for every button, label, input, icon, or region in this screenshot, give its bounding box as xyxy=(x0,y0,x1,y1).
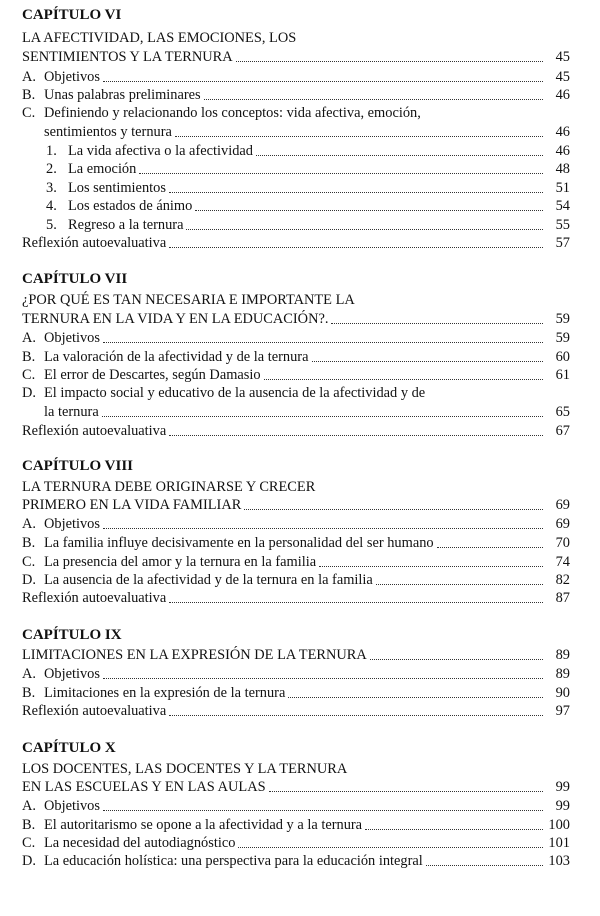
entry-text: la ternura xyxy=(44,404,99,420)
entry-marker: D. xyxy=(22,853,36,869)
entry-text: Objetivos xyxy=(44,666,100,682)
entry-text: La familia influye decisivamente en la personalidad del ser humano xyxy=(44,535,434,551)
dot-leader xyxy=(244,509,543,510)
toc-entry-line xyxy=(22,366,570,384)
dot-leader xyxy=(319,566,543,567)
entry-marker: 4. xyxy=(46,198,57,214)
entry-marker: A. xyxy=(22,330,36,346)
entry-text: La necesidad del autodiagnóstico xyxy=(44,835,236,851)
dot-leader xyxy=(426,865,543,866)
toc-entry-line xyxy=(22,104,570,122)
entry-marker: B. xyxy=(22,817,36,833)
page-number: 67 xyxy=(555,423,570,439)
toc-entry-line xyxy=(22,702,570,720)
page-number: 46 xyxy=(555,87,570,103)
entry-marker: D. xyxy=(22,385,36,401)
chapter-heading-text: CAPÍTULO VII xyxy=(22,271,128,287)
entry-marker: B. xyxy=(22,87,36,103)
chapter-title-line xyxy=(22,29,570,47)
toc-entry-line xyxy=(22,665,570,683)
dot-leader xyxy=(139,173,543,174)
entry-text: Reflexión autoevaluativa xyxy=(22,703,167,719)
toc-entry-line xyxy=(46,216,570,234)
page-number: 57 xyxy=(555,235,570,251)
page-number: 69 xyxy=(555,516,570,532)
page-number: 54 xyxy=(555,198,570,214)
entry-marker: C. xyxy=(22,367,36,383)
entry-marker: A. xyxy=(22,516,36,532)
entry-marker: D. xyxy=(22,572,36,588)
entry-marker: C. xyxy=(22,554,36,570)
page-number: 61 xyxy=(555,367,570,383)
entry-marker: 1. xyxy=(46,143,57,159)
chapter-title-line xyxy=(22,310,570,328)
dot-leader xyxy=(264,379,543,380)
toc-entry-line xyxy=(22,234,570,252)
page-number: 65 xyxy=(555,404,570,420)
toc-entry-line xyxy=(22,329,570,347)
chapter-title-text: ¿POR QUÉ ES TAN NECESARIA E IMPORTANTE LA xyxy=(22,292,355,308)
page-number: 46 xyxy=(555,124,570,140)
chapter-title-line xyxy=(22,778,570,796)
entry-text: El impacto social y educativo de la ausencia de la afectividad y de xyxy=(44,385,426,401)
dot-leader xyxy=(103,81,543,82)
toc-entry-line xyxy=(46,179,570,197)
toc-entry-line xyxy=(22,422,570,440)
chapter-title-line xyxy=(22,48,570,66)
entry-text: Definiendo y relacionando los conceptos: vida afectiva, emoción, xyxy=(44,105,421,121)
entry-text: Los sentimientos xyxy=(68,180,166,196)
entry-marker: B. xyxy=(22,685,36,701)
toc-entry-line xyxy=(22,515,570,533)
page-number: 74 xyxy=(555,554,570,570)
chapter-title-line xyxy=(22,760,570,778)
dot-leader xyxy=(103,678,543,679)
entry-text: Reflexión autoevaluativa xyxy=(22,235,167,251)
entry-text: Objetivos xyxy=(44,69,100,85)
toc-entry-line xyxy=(22,852,570,870)
chapter-title-text: LOS DOCENTES, LAS DOCENTES Y LA TERNURA xyxy=(22,761,348,777)
dot-leader xyxy=(365,829,543,830)
page-number: 99 xyxy=(555,779,570,795)
page-number: 100 xyxy=(548,817,570,833)
chapter-heading-text: CAPÍTULO VIII xyxy=(22,458,133,474)
chapter-title-text: TERNURA EN LA VIDA Y EN LA EDUCACIÓN?. xyxy=(22,311,329,327)
entry-text: La vida afectiva o la afectividad xyxy=(68,143,253,159)
toc-entry-line xyxy=(22,816,570,834)
chapter-heading xyxy=(22,739,570,757)
page-number: 97 xyxy=(555,703,570,719)
chapter-title-text: PRIMERO EN LA VIDA FAMILIAR xyxy=(22,497,242,513)
dot-leader xyxy=(195,210,543,211)
entry-text: Unas palabras preliminares xyxy=(44,87,201,103)
page-number: 89 xyxy=(555,666,570,682)
toc-entry-line xyxy=(22,834,570,852)
dot-leader xyxy=(175,136,543,137)
entry-marker: A. xyxy=(22,666,36,682)
toc-entry-line xyxy=(22,571,570,589)
entry-marker: C. xyxy=(22,835,36,851)
chapter-heading xyxy=(22,6,570,24)
entry-marker: A. xyxy=(22,69,36,85)
toc-entry-line xyxy=(22,797,570,815)
toc-entry-line xyxy=(22,86,570,104)
dot-leader xyxy=(103,528,543,529)
toc-entry-line xyxy=(22,589,570,607)
dot-leader xyxy=(103,342,543,343)
page-number: 70 xyxy=(555,535,570,551)
chapter-heading xyxy=(22,457,570,475)
chapter-title-text: LA AFECTIVIDAD, LAS EMOCIONES, LOS xyxy=(22,30,297,46)
toc-entry-line xyxy=(46,160,570,178)
dot-leader xyxy=(186,229,543,230)
entry-marker: C. xyxy=(22,105,36,121)
page-number: 45 xyxy=(555,49,570,65)
entry-marker: 2. xyxy=(46,161,57,177)
toc-entry-line xyxy=(22,348,570,366)
dot-leader xyxy=(256,155,543,156)
chapter-title-text: SENTIMIENTOS Y LA TERNURA xyxy=(22,49,233,65)
chapter-title-line xyxy=(22,496,570,514)
entry-text: Los estados de ánimo xyxy=(68,198,193,214)
entry-text: La emoción xyxy=(68,161,137,177)
chapter-heading xyxy=(22,626,570,644)
toc-entry-line xyxy=(22,553,570,571)
chapter-heading-text: CAPÍTULO X xyxy=(22,740,116,756)
entry-text: La educación holística: una perspectiva para la educación integral xyxy=(44,853,423,869)
entry-text: Objetivos xyxy=(44,330,100,346)
entry-text: Objetivos xyxy=(44,516,100,532)
dot-leader xyxy=(269,791,543,792)
dot-leader xyxy=(103,810,543,811)
chapter-title-line xyxy=(22,646,570,664)
page-number: 55 xyxy=(555,217,570,233)
entry-marker: 5. xyxy=(46,217,57,233)
entry-marker: A. xyxy=(22,798,36,814)
dot-leader xyxy=(370,659,543,660)
chapter-title-text: LIMITACIONES EN LA EXPRESIÓN DE LA TERNURA xyxy=(22,647,367,663)
dot-leader xyxy=(312,361,544,362)
page-number: 46 xyxy=(555,143,570,159)
entry-marker: B. xyxy=(22,535,36,551)
entry-text: Reflexión autoevaluativa xyxy=(22,423,167,439)
entry-text: Objetivos xyxy=(44,798,100,814)
page-number: 89 xyxy=(555,647,570,663)
dot-leader xyxy=(169,435,543,436)
dot-leader xyxy=(169,247,543,248)
chapter-heading xyxy=(22,270,570,288)
entry-text: La valoración de la afectividad y de la ternura xyxy=(44,349,309,365)
toc-entry-line xyxy=(46,197,570,215)
toc-entry-line xyxy=(46,142,570,160)
page-number: 87 xyxy=(555,590,570,606)
chapter-title-text: LA TERNURA DEBE ORIGINARSE Y CRECER xyxy=(22,479,316,495)
dot-leader xyxy=(288,697,543,698)
toc-entry-line xyxy=(22,68,570,86)
page-number: 69 xyxy=(555,497,570,513)
dot-leader xyxy=(169,602,543,603)
page-number: 60 xyxy=(555,349,570,365)
chapter-title-line xyxy=(22,478,570,496)
dot-leader xyxy=(437,547,543,548)
dot-leader xyxy=(238,847,543,848)
page-number: 82 xyxy=(555,572,570,588)
toc-entry-line xyxy=(22,384,570,402)
page-number: 103 xyxy=(548,853,570,869)
page-number: 99 xyxy=(555,798,570,814)
chapter-heading-text: CAPÍTULO IX xyxy=(22,627,122,643)
chapter-title-text: EN LAS ESCUELAS Y EN LAS AULAS xyxy=(22,779,266,795)
dot-leader xyxy=(102,416,543,417)
dot-leader xyxy=(169,715,543,716)
chapter-heading-text: CAPÍTULO VI xyxy=(22,7,122,23)
page-number: 59 xyxy=(555,311,570,327)
entry-text: El error de Descartes, según Damasio xyxy=(44,367,261,383)
dot-leader xyxy=(331,323,543,324)
toc-entry-line xyxy=(22,684,570,702)
page-number: 48 xyxy=(555,161,570,177)
entry-text: sentimientos y ternura xyxy=(44,124,172,140)
page-number: 90 xyxy=(555,685,570,701)
dot-leader xyxy=(376,584,543,585)
entry-text: La presencia del amor y la ternura en la familia xyxy=(44,554,317,570)
entry-text: El autoritarismo se opone a la afectividad y a la ternura xyxy=(44,817,363,833)
chapter-title-line xyxy=(22,291,570,309)
page-number: 51 xyxy=(555,180,570,196)
entry-text: Limitaciones en la expresión de la ternura xyxy=(44,685,286,701)
toc-entry-line xyxy=(22,534,570,552)
page-number: 59 xyxy=(555,330,570,346)
page-number: 45 xyxy=(555,69,570,85)
entry-marker: 3. xyxy=(46,180,57,196)
dot-leader xyxy=(204,99,543,100)
toc-entry-line xyxy=(44,403,570,421)
entry-text: Regreso a la ternura xyxy=(68,217,184,233)
page-number: 101 xyxy=(548,835,570,851)
entry-marker: B. xyxy=(22,349,36,365)
dot-leader xyxy=(169,192,543,193)
dot-leader xyxy=(236,61,543,62)
toc-entry-line xyxy=(44,123,570,141)
entry-text: Reflexión autoevaluativa xyxy=(22,590,167,606)
entry-text: La ausencia de la afectividad y de la ternura en la familia xyxy=(44,572,373,588)
